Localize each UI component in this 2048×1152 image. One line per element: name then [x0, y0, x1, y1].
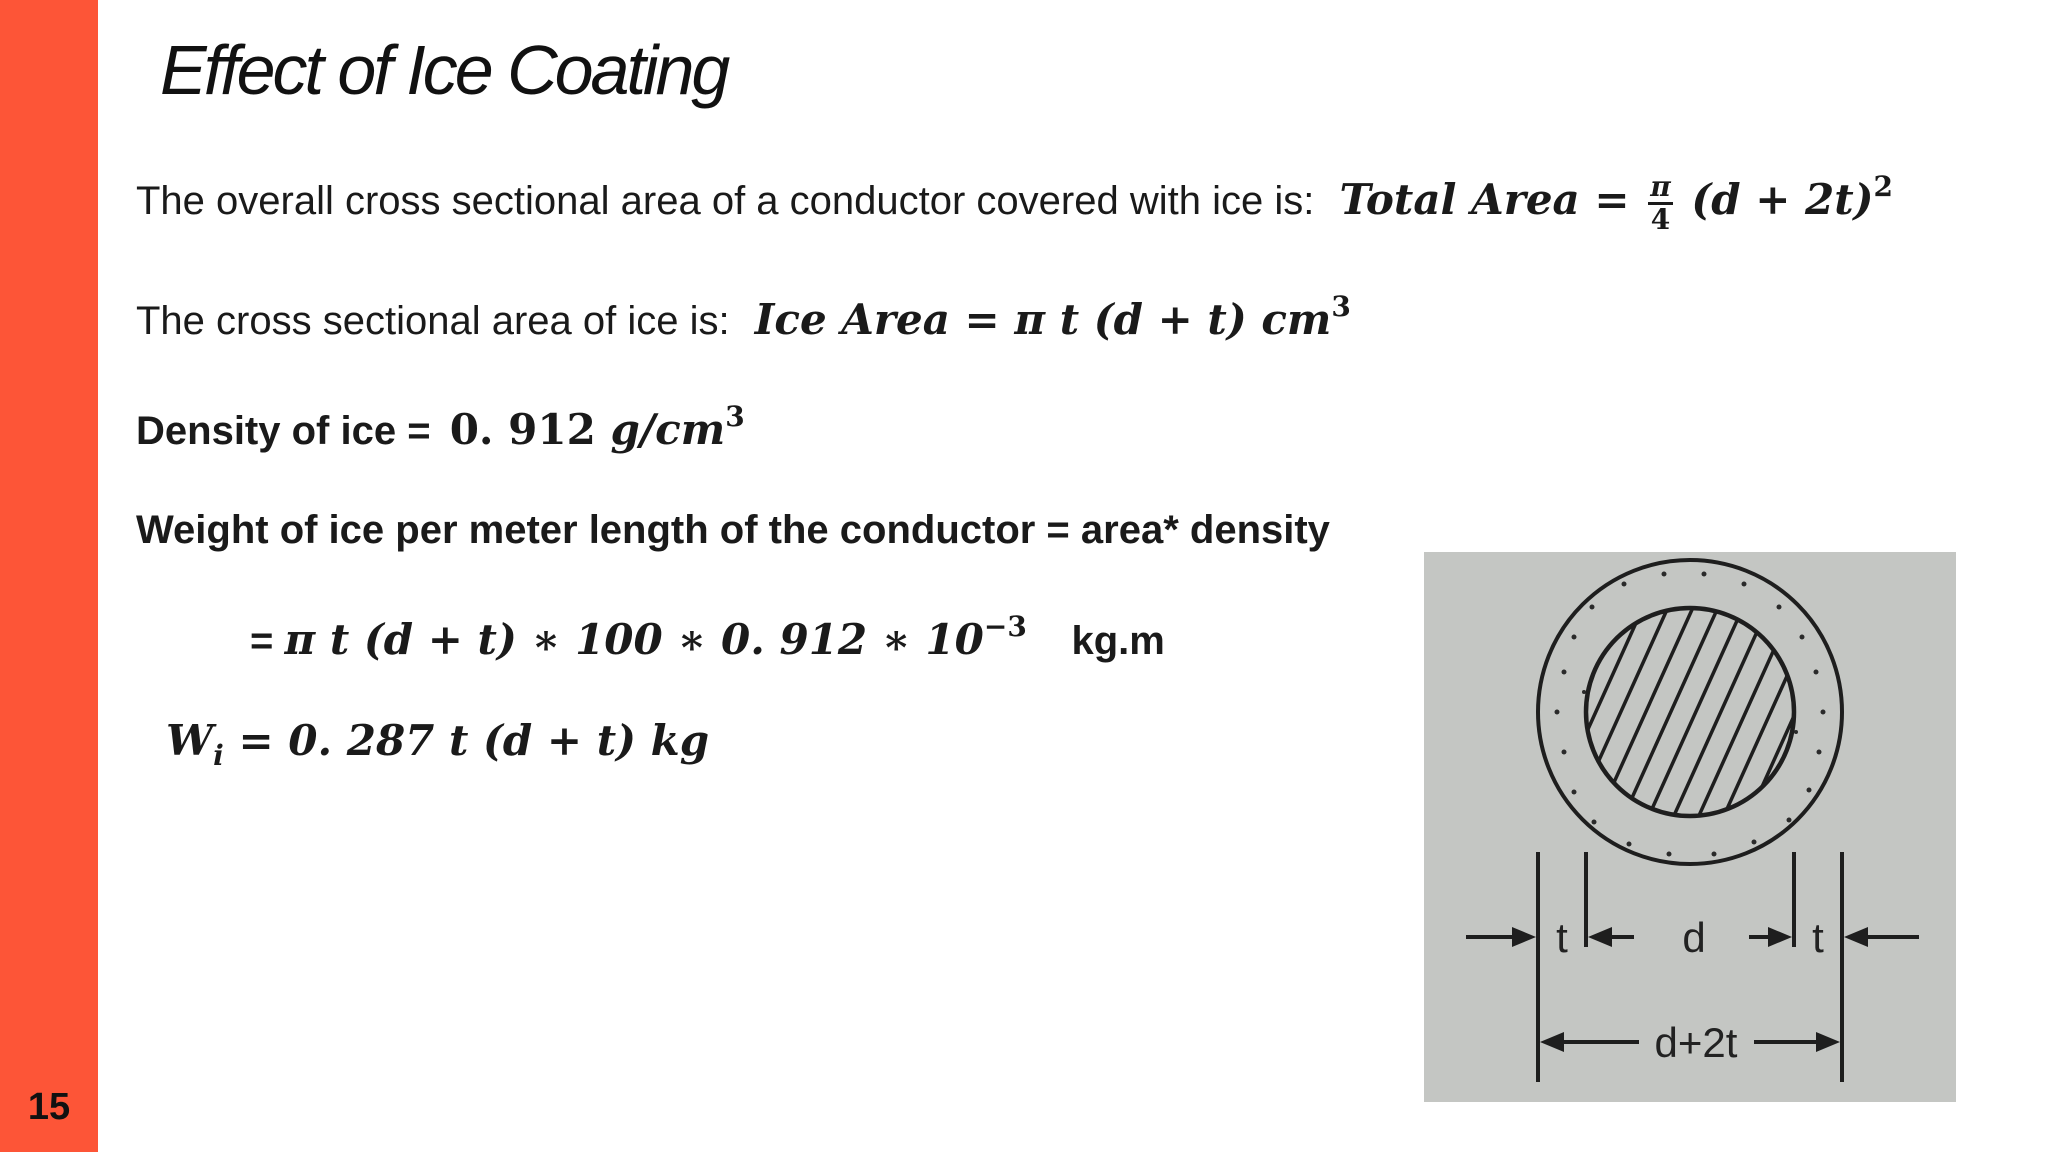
conductor-core-circle — [1586, 608, 1794, 816]
weight-formula-line — [250, 610, 1165, 664]
weight-result-rhs: = 0. 287 t (d + t) kg — [238, 716, 710, 765]
ice-area-text: The cross sectional area of ice is: — [136, 299, 730, 343]
weight-formula-prefix: = — [250, 619, 274, 663]
weight-formula-unit: kg.m — [1071, 619, 1165, 663]
label-d-plus-2t: d+2t — [1654, 1019, 1738, 1066]
weight-result-formula — [166, 716, 710, 772]
ice-area-expression: Ice Area = π t (d + t) cm — [754, 295, 1332, 344]
ice-outer-circle — [1538, 560, 1842, 864]
total-area-formula: Total Area = $\frac{\pi}{4}$ $(d + 2t)^2$ — [1339, 169, 1893, 236]
ice-area-formula — [754, 290, 1351, 344]
total-area-line — [136, 170, 1893, 235]
total-area-text: The overall cross sectional area of a conductor covered with ice is: — [136, 179, 1315, 223]
weight-formula-exponent: −3 — [983, 610, 1027, 643]
accent-side-bar — [0, 0, 98, 1152]
fraction-numerator: π — [1650, 169, 1671, 203]
slide-number: 15 — [27, 1086, 71, 1128]
weight-result-line — [166, 716, 709, 772]
density-line — [136, 400, 745, 454]
ice-coated-conductor-diagram — [1424, 552, 1956, 1102]
weight-result-subscript: i — [213, 739, 224, 772]
label-d: d — [1682, 914, 1706, 961]
density-value: 0. 912 — [449, 405, 596, 454]
label-t-right: t — [1812, 914, 1824, 961]
total-area-exponent: 2 — [1873, 170, 1893, 203]
ice-area-exponent: 3 — [1331, 290, 1351, 323]
density-text: Density of ice = — [136, 409, 431, 453]
conductor-cross-section-icon — [1424, 552, 1956, 1102]
label-t-left: t — [1556, 914, 1568, 961]
total-area-lhs: Total Area — [1339, 175, 1580, 224]
pi-over-four-fraction — [1648, 169, 1673, 236]
weight-formula — [284, 610, 1041, 664]
fraction-denominator: 4 — [1650, 202, 1671, 236]
density-exponent: 3 — [725, 400, 745, 433]
total-area-rhs: (d + 2t) — [1691, 175, 1874, 224]
ice-area-line — [136, 290, 1351, 344]
weight-formula-expression: π t (d + t) ∗ 100 ∗ 0. 912 ∗ 10 — [284, 615, 984, 664]
weight-definition-line: Weight of ice per meter length of the conductor = area* density — [136, 508, 1330, 552]
density-formula — [449, 400, 745, 454]
weight-result-lhs: W — [166, 716, 214, 765]
conductor-hatching — [1494, 572, 1859, 882]
density-unit: g/cm — [610, 405, 726, 454]
slide-title: Effect of Ice Coating — [160, 31, 728, 109]
